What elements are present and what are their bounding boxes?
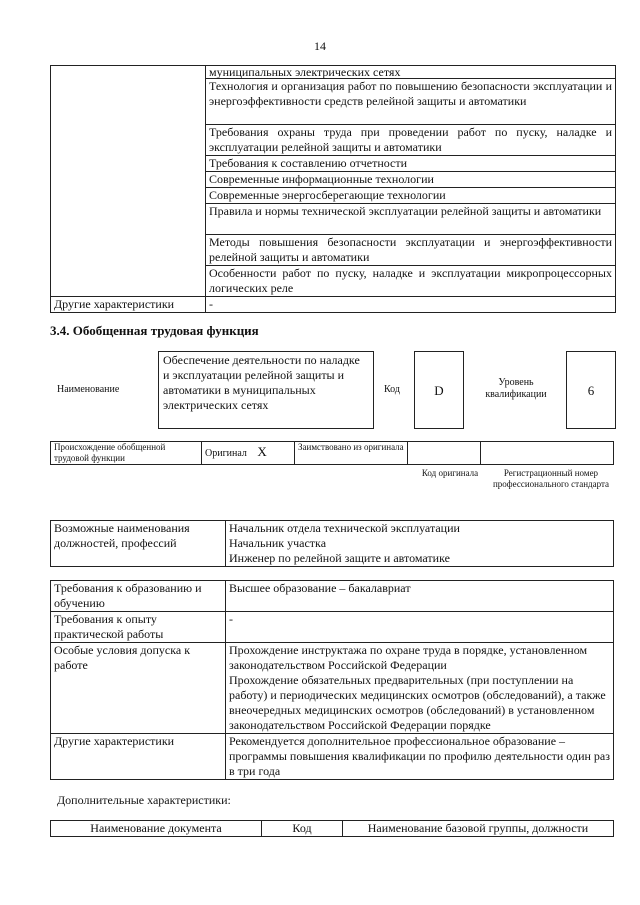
original-code-cell: [408, 442, 481, 465]
code-original-caption: Код оригинала: [421, 468, 479, 478]
position-item: Начальник участка: [229, 536, 327, 550]
origin-table: [50, 441, 614, 465]
knowledge-item: Современные информационные технологии: [206, 172, 616, 188]
admission-item: Прохождение инструктажа по охране труда в порядке, установленном законодательством Российской Федерации: [229, 643, 588, 672]
knowledge-item: Современные энергосберегающие технологии: [206, 188, 616, 204]
experience-value: -: [226, 612, 614, 643]
position-item: Начальник отдела технической эксплуатации: [229, 521, 460, 535]
page-number: 14: [314, 39, 326, 53]
knowledge-item: Правила и нормы технической эксплуатации релейной защиты и автоматики: [206, 204, 616, 235]
borrowed-label: Заимствовано из оригинала: [295, 442, 408, 465]
function-name-value: Обеспечение деятельности по наладке и эксплуатации релейной защиты и автоматики в муниципальных электрических сетях: [163, 353, 360, 412]
section-title: 3.4. Обобщенная трудовая функция: [50, 323, 259, 338]
knowledge-item: Требования к составлению отчетности: [206, 156, 616, 172]
knowledge-left-cell: [51, 66, 206, 297]
code-label: Код: [384, 384, 400, 395]
header-base-group: Наименование базовой группы, должности: [343, 821, 614, 837]
requirements-table: [50, 580, 614, 780]
knowledge-item: муниципальных электрических сетях: [206, 66, 616, 79]
function-name-box: [158, 351, 374, 429]
position-item: Инженер по релейной защите и автоматике: [229, 551, 450, 565]
knowledge-item: Особенности работ по пуску, наладке и эксплуатации микропроцессорных логических реле: [206, 266, 616, 297]
additional-table: [50, 820, 614, 837]
admission-values: [226, 643, 614, 734]
education-value: Высшее образование – бакалавриат: [226, 581, 614, 612]
origin-original-cell: [202, 442, 295, 465]
experience-label: Требования к опыту практической работы: [51, 612, 226, 643]
knowledge-table: [50, 65, 616, 313]
other-label: Другие характеристики: [51, 734, 226, 780]
positions-values: [226, 521, 614, 567]
original-mark: X: [257, 444, 267, 459]
reg-number-cell: [481, 442, 614, 465]
origin-label: Происхождение обобщенной трудовой функции: [51, 442, 202, 465]
level-box: [566, 351, 616, 429]
admission-item: Прохождение обязательных предварительных (при поступлении на работу) и периодических медицинских осмотров (обследований), а также внеочередных медицинских осмотров (обследований) в установленном законодательством Российской Федерации порядке: [229, 673, 606, 732]
header-code: Код: [262, 821, 343, 837]
level-value: 6: [587, 383, 595, 398]
knowledge-item: Требования охраны труда при проведении работ по пуску, наладке и эксплуатации релейной защиты и автоматики: [206, 125, 616, 156]
positions-label: Возможные наименования должностей, профессий: [51, 521, 226, 567]
other-value: Рекомендуется дополнительное профессиональное образование – программы повышения квалификации по профилю деятельности один раз в три года: [226, 734, 614, 780]
code-value: D: [434, 383, 444, 398]
code-box: [414, 351, 464, 429]
other-characteristics-value: -: [206, 297, 616, 313]
header-document-name: Наименование документа: [51, 821, 262, 837]
level-label: Уровень квалификации: [485, 377, 547, 400]
positions-table: [50, 520, 614, 567]
admission-label: Особые условия допуска к работе: [51, 643, 226, 734]
additional-title: Дополнительные характеристики:: [57, 793, 231, 807]
name-label: Наименование: [57, 384, 120, 395]
reg-number-caption: Регистрационный номер профессионального стандарта: [492, 468, 610, 489]
other-characteristics-label: Другие характеристики: [51, 297, 206, 313]
original-label: Оригинал: [205, 448, 247, 459]
education-label: Требования к образованию и обучению: [51, 581, 226, 612]
knowledge-item: Методы повышения безопасности эксплуатации и энергоэффективности релейной защиты и автоматики: [206, 235, 616, 266]
knowledge-item: Технология и организация работ по повышению безопасности эксплуатации и энергоэффективности средств релейной защиты и автоматики: [206, 79, 616, 125]
